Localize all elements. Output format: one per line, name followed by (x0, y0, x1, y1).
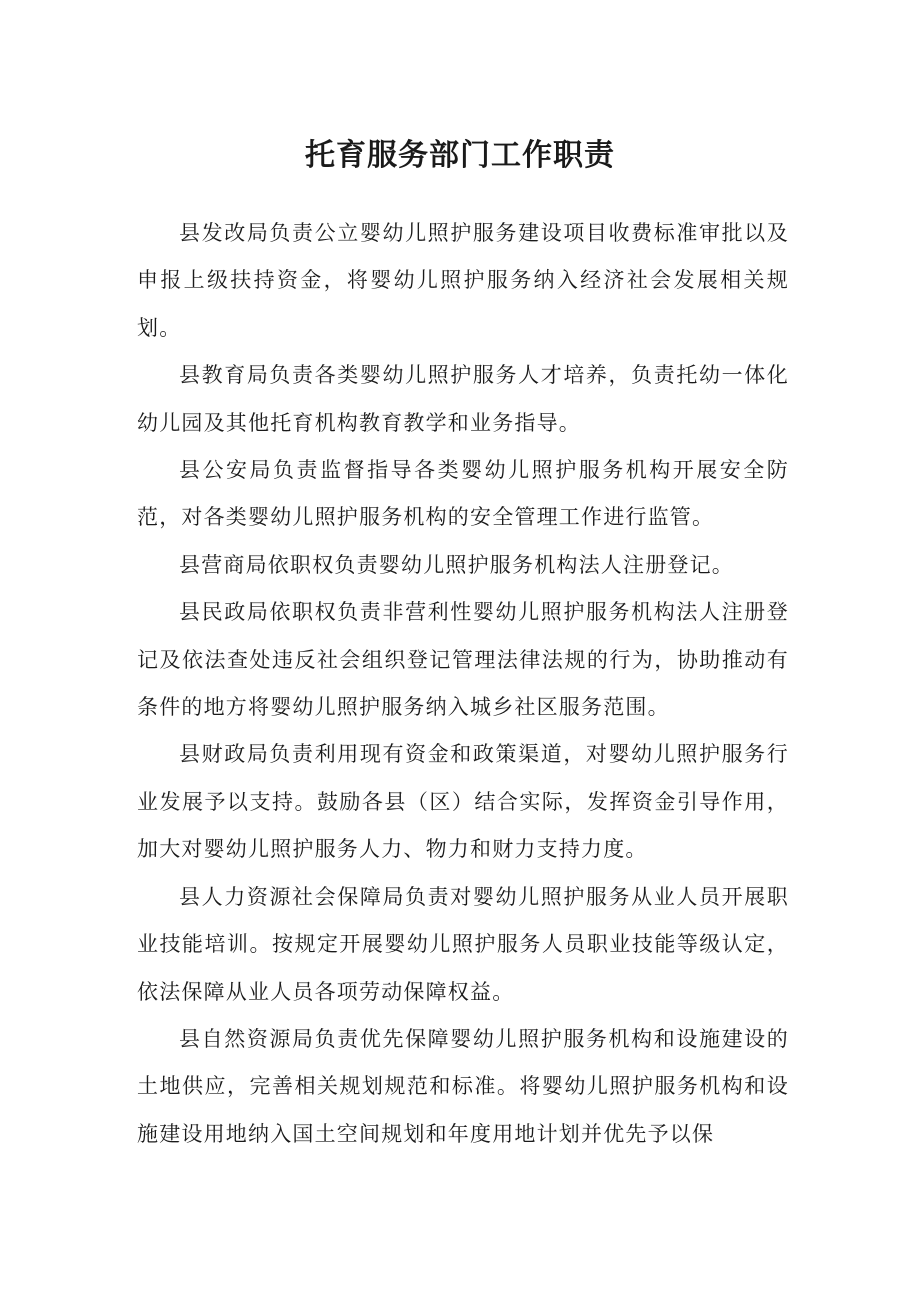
paragraph-natural-resources: 县自然资源局负责优先保障婴幼儿照护服务机构和设施建设的土地供应，完善相关规划规范和标准。将婴幼儿照护服务机构和设施建设用地纳入国土空间规划和年度用地计划并优先予以保 (137, 1026, 789, 1146)
document-title: 托育服务部门工作职责 (305, 138, 615, 173)
paragraph-development-reform: 县发改局负责公立婴幼儿照护服务建设项目收费标准审批以及申报上级扶持资金，将婴幼儿照护服务纳入经济社会发展相关规划。 (137, 221, 789, 340)
paragraph-finance: 县财政局负责利用现有资金和政策渠道，对婴幼儿照护服务行业发展予以支持。鼓励各县（区）结合实际，发挥资金引导作用，加大对婴幼儿照护服务人力、物力和财力支持力度。 (137, 742, 789, 862)
paragraph-education: 县教育局负责各类婴幼儿照护服务人才培养，负责托幼一体化幼儿园及其他托育机构教育教学和业务指导。 (137, 363, 789, 435)
paragraph-business-environment: 县营商局依职权负责婴幼儿照护服务机构法人注册登记。 (179, 552, 734, 577)
paragraph-human-resources: 县人力资源社会保障局负责对婴幼儿照护服务从业人员开展职业技能培训。按规定开展婴幼儿照护服务人员职业技能等级认定，依法保障从业人员各项劳动保障权益。 (137, 884, 789, 1004)
paragraph-public-security: 县公安局负责监督指导各类婴幼儿照护服务机构开展安全防范，对各类婴幼儿照护服务机构的安全管理工作进行监管。 (137, 458, 789, 530)
paragraph-civil-affairs: 县民政局依职权负责非营利性婴幼儿照护服务机构法人注册登记及依法查处违反社会组织登记管理法律法规的行为，协助推动有条件的地方将婴幼儿照护服务纳入城乡社区服务范围。 (137, 600, 789, 720)
document-body (137, 210, 789, 1158)
